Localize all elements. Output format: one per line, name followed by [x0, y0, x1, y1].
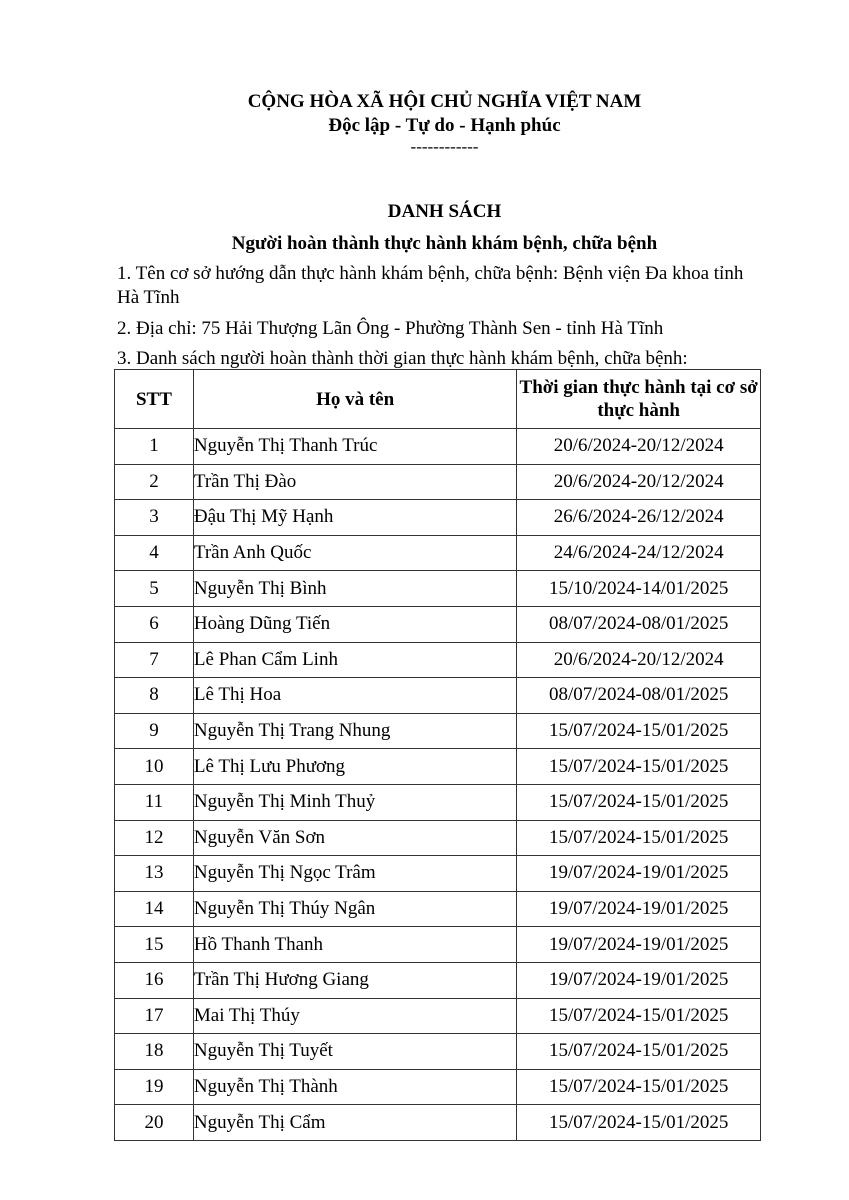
row-stt: 13: [115, 856, 194, 892]
row-stt: 15: [115, 927, 194, 963]
row-name: Nguyễn Thị Trang Nhung: [193, 713, 516, 749]
row-period: 15/07/2024-15/01/2025: [517, 749, 761, 785]
row-stt: 2: [115, 464, 194, 500]
table-row: [115, 820, 761, 856]
row-name: Nguyễn Thị Thanh Trúc: [193, 429, 516, 465]
table-row: [115, 713, 761, 749]
table-row: [115, 784, 761, 820]
table-row: [115, 749, 761, 785]
row-period: 08/07/2024-08/01/2025: [517, 678, 761, 714]
row-stt: 6: [115, 606, 194, 642]
row-name: Hoàng Dũng Tiến: [193, 606, 516, 642]
header-period: Thời gian thực hành tại cơ sở thực hành: [517, 370, 761, 429]
row-stt: 16: [115, 962, 194, 998]
row-name: Nguyễn Thị Thúy Ngân: [193, 891, 516, 927]
row-stt: 5: [115, 571, 194, 607]
table-row: [115, 606, 761, 642]
national-title: CỘNG HÒA XÃ HỘI CHỦ NGHĨA VIỆT NAM: [247, 91, 642, 112]
table-row: [115, 998, 761, 1034]
table-row: [115, 500, 761, 536]
row-name: Lê Thị Hoa: [193, 678, 516, 714]
table-row: [115, 678, 761, 714]
row-period: 20/6/2024-20/12/2024: [517, 429, 761, 465]
row-stt: 19: [115, 1069, 194, 1105]
facility-name-line: 1. Tên cơ sở hướng dẫn thực hành khám bệnh, chữa bệnh: Bệnh viện Đa khoa tỉnh Hà Tĩnh: [117, 263, 744, 308]
list-intro-line: 3. Danh sách người hoàn thành thời gian thực hành khám bệnh, chữa bệnh:: [117, 348, 688, 369]
table-row: [115, 571, 761, 607]
row-stt: 10: [115, 749, 194, 785]
table-row: [115, 856, 761, 892]
row-name: Nguyễn Thị Tuyết: [193, 1034, 516, 1070]
row-period: 15/07/2024-15/01/2025: [517, 820, 761, 856]
row-period: 15/07/2024-15/01/2025: [517, 713, 761, 749]
table-row: [115, 891, 761, 927]
row-name: Trần Thị Đào: [193, 464, 516, 500]
header-separator: ------------: [410, 137, 479, 156]
row-period: 19/07/2024-19/01/2025: [517, 927, 761, 963]
row-name: Nguyễn Văn Sơn: [193, 820, 516, 856]
row-name: Trần Thị Hương Giang: [193, 962, 516, 998]
row-name: Lê Thị Lưu Phương: [193, 749, 516, 785]
row-stt: 12: [115, 820, 194, 856]
row-stt: 14: [115, 891, 194, 927]
row-name: Lê Phan Cẩm Linh: [193, 642, 516, 678]
row-period: 15/10/2024-14/01/2025: [517, 571, 761, 607]
table-body: [115, 429, 761, 1141]
national-motto: Độc lập - Tự do - Hạnh phúc: [328, 115, 561, 136]
table-row: [115, 927, 761, 963]
row-period: 15/07/2024-15/01/2025: [517, 1069, 761, 1105]
row-name: Mai Thị Thúy: [193, 998, 516, 1034]
table-row: [115, 642, 761, 678]
row-stt: 17: [115, 998, 194, 1034]
row-stt: 1: [115, 429, 194, 465]
table-row: [115, 535, 761, 571]
row-period: 20/6/2024-20/12/2024: [517, 464, 761, 500]
row-stt: 20: [115, 1105, 194, 1141]
row-stt: 11: [115, 784, 194, 820]
row-stt: 9: [115, 713, 194, 749]
row-stt: 4: [115, 535, 194, 571]
table-row: [115, 429, 761, 465]
row-name: Trần Anh Quốc: [193, 535, 516, 571]
row-period: 26/6/2024-26/12/2024: [517, 500, 761, 536]
row-period: 15/07/2024-15/01/2025: [517, 998, 761, 1034]
table-row: [115, 1034, 761, 1070]
row-name: Hồ Thanh Thanh: [193, 927, 516, 963]
table-header-row: [115, 370, 761, 429]
row-period: 08/07/2024-08/01/2025: [517, 606, 761, 642]
row-name: Nguyễn Thị Minh Thuỷ: [193, 784, 516, 820]
row-period: 24/6/2024-24/12/2024: [517, 535, 761, 571]
row-period: 15/07/2024-15/01/2025: [517, 1105, 761, 1141]
table-row: [115, 1069, 761, 1105]
row-stt: 8: [115, 678, 194, 714]
row-period: 19/07/2024-19/01/2025: [517, 856, 761, 892]
row-stt: 3: [115, 500, 194, 536]
row-name: Nguyễn Thị Ngọc Trâm: [193, 856, 516, 892]
address-line: 2. Địa chỉ: 75 Hải Thượng Lãn Ông - Phường Thành Sen - tỉnh Hà Tĩnh: [117, 318, 664, 339]
document-title: DANH SÁCH: [387, 201, 502, 222]
table-row: [115, 1105, 761, 1141]
table-row: [115, 464, 761, 500]
header-stt: STT: [115, 370, 194, 429]
row-name: Nguyễn Thị Thành: [193, 1069, 516, 1105]
table-row: [115, 962, 761, 998]
row-name: Nguyễn Thị Bình: [193, 571, 516, 607]
row-name: Đậu Thị Mỹ Hạnh: [193, 500, 516, 536]
trainee-table: [114, 369, 761, 1141]
row-stt: 7: [115, 642, 194, 678]
row-name: Nguyễn Thị Cẩm: [193, 1105, 516, 1141]
document-subtitle: Người hoàn thành thực hành khám bệnh, chữa bệnh: [231, 233, 658, 254]
row-period: 20/6/2024-20/12/2024: [517, 642, 761, 678]
header-name: Họ và tên: [193, 370, 516, 429]
row-period: 19/07/2024-19/01/2025: [517, 962, 761, 998]
row-period: 19/07/2024-19/01/2025: [517, 891, 761, 927]
row-period: 15/07/2024-15/01/2025: [517, 784, 761, 820]
row-period: 15/07/2024-15/01/2025: [517, 1034, 761, 1070]
row-stt: 18: [115, 1034, 194, 1070]
